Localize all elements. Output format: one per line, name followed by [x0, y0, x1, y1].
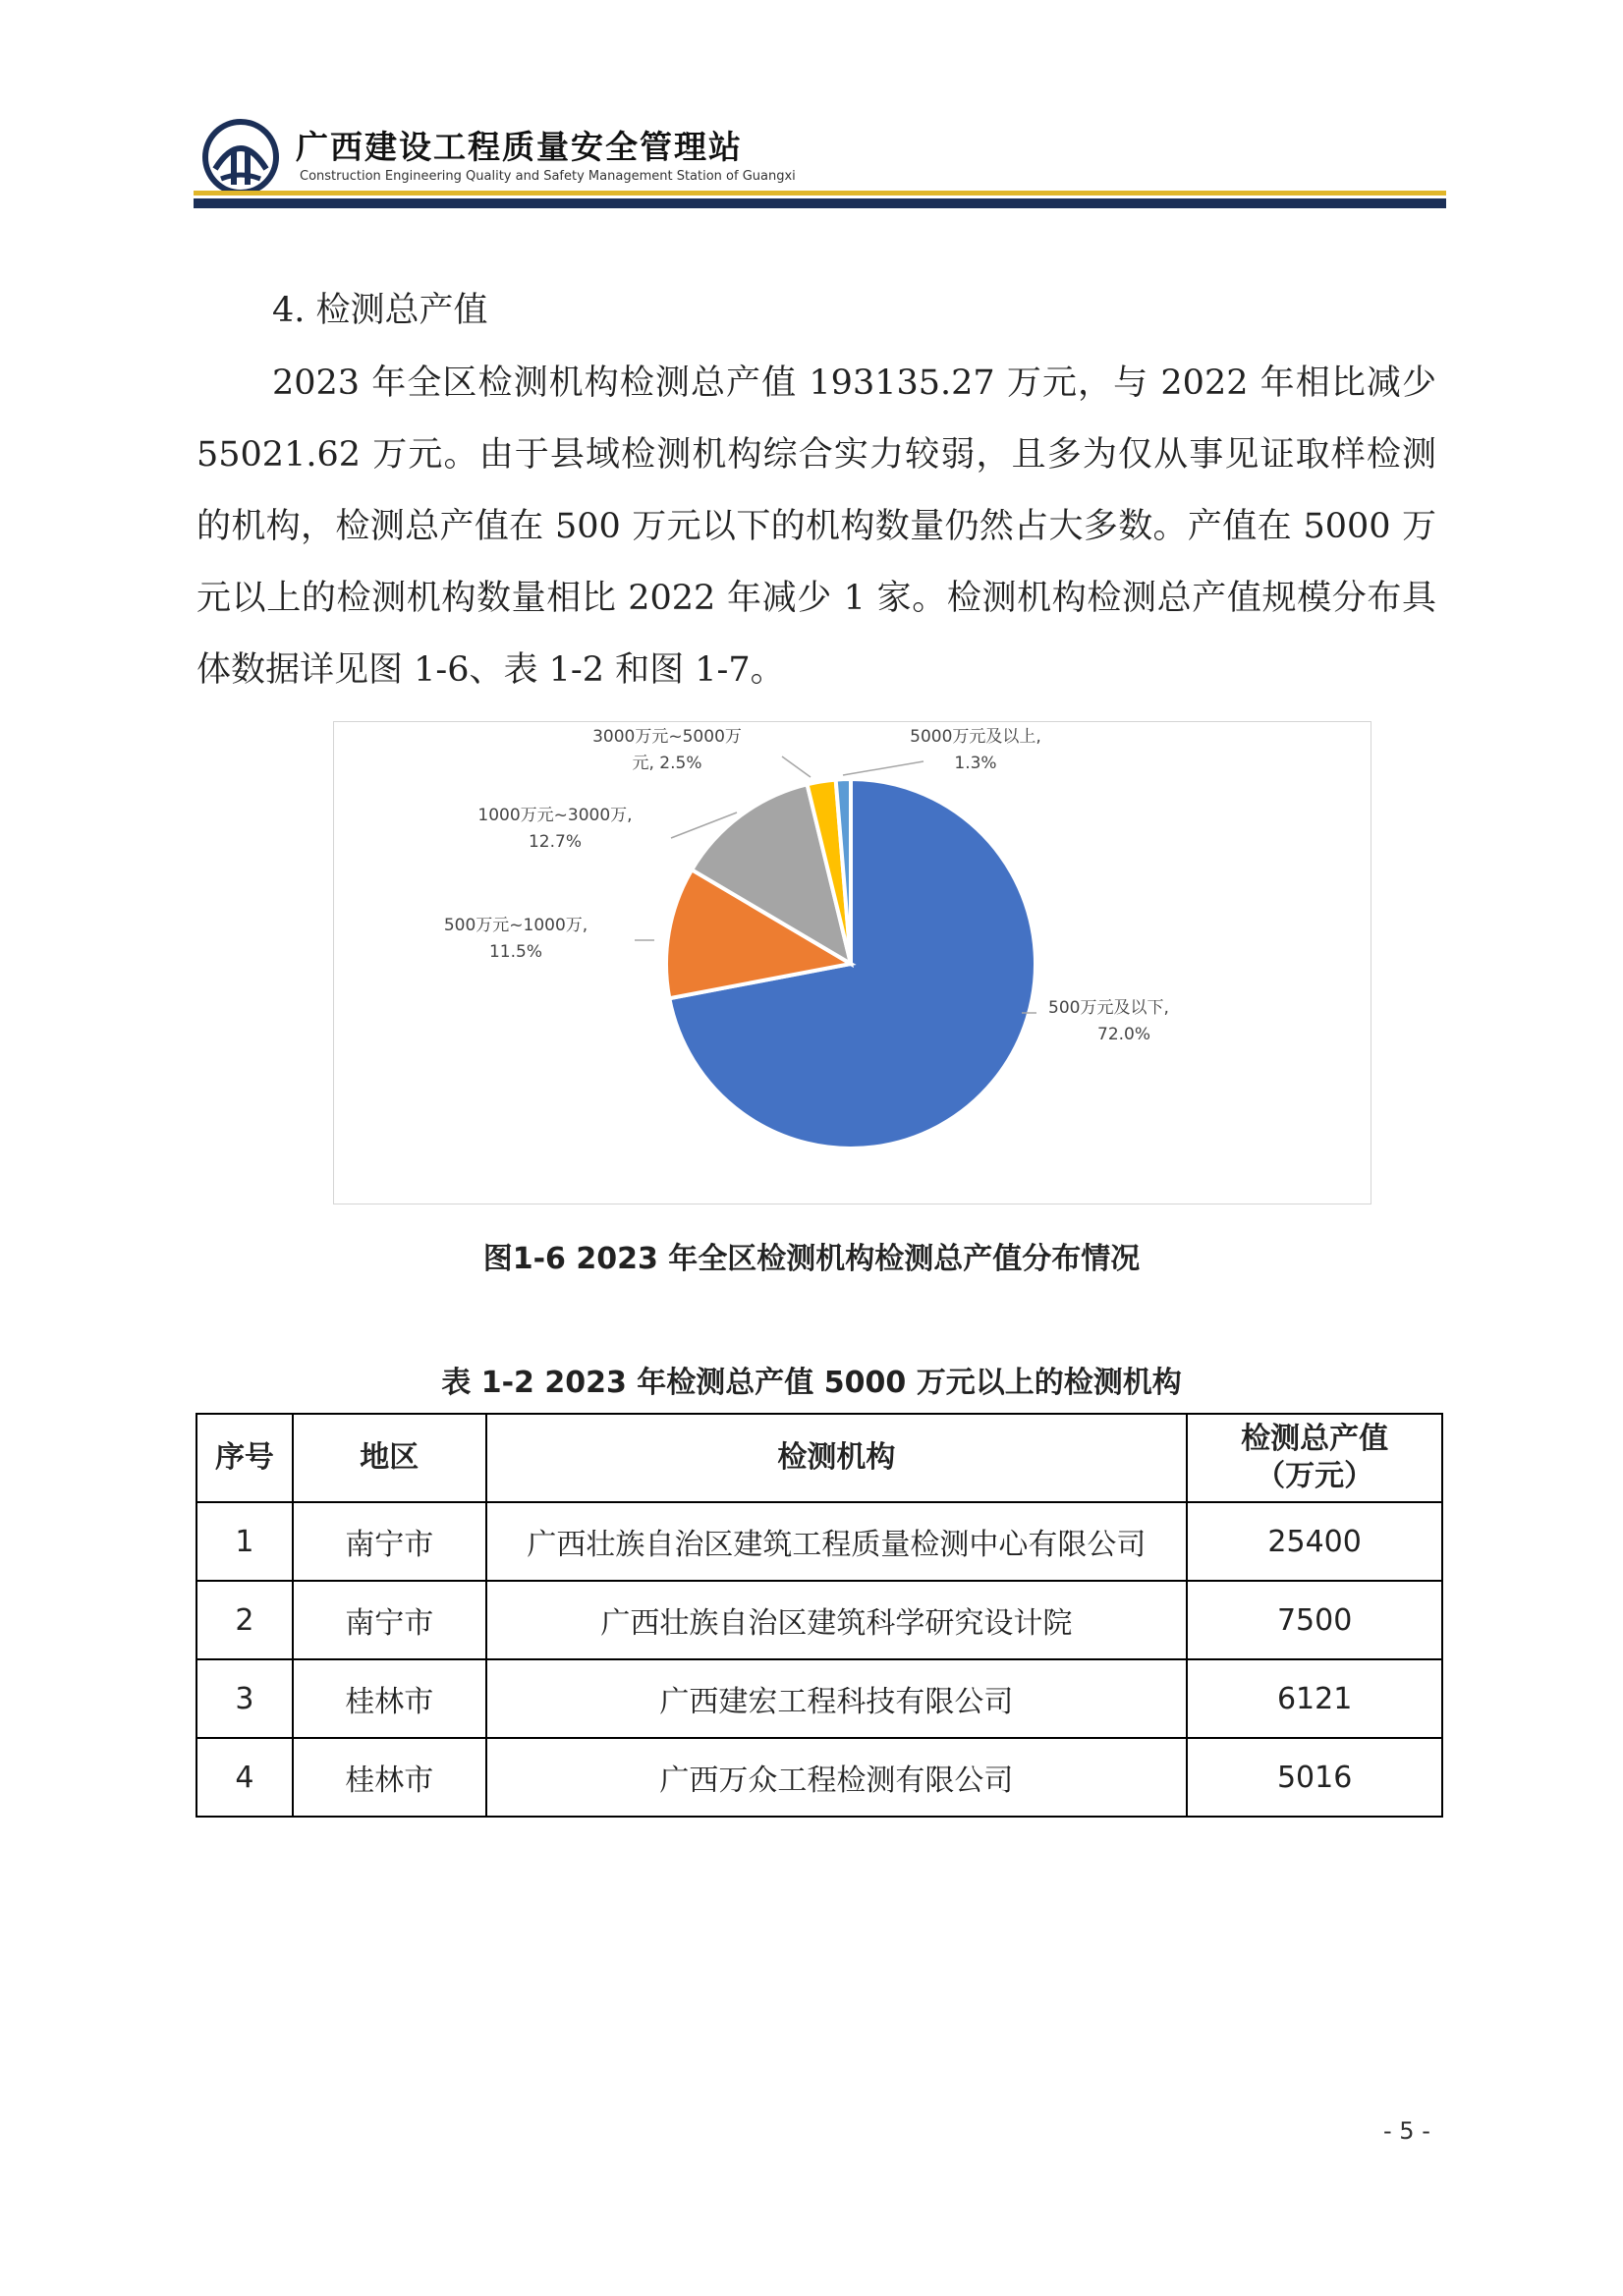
cell-index: 1 — [196, 1502, 293, 1581]
cell-index: 4 — [196, 1738, 293, 1817]
header-rule-navy — [194, 198, 1446, 208]
table-row — [196, 1581, 1442, 1659]
header-rule-gold — [194, 191, 1446, 196]
body-paragraph: 2023 年全区检测机构检测总产值 193135.27 万元，与 2022 年相比减少 55021.62 万元。由于县域检测机构综合实力较弱，且多为仅从事见证取样检测的机构，检测总产值在 500 万元以下的机构数量仍然占大多数。产值在 5000 万元以上的检测机构数量相比 2022 年减少 1 家。检测机构检测总产值规模分布具体数据详见图 1-6、表 1-2 和图 1-7。 — [196, 364, 1436, 690]
cell-region: 南宁市 — [293, 1502, 486, 1581]
cell-index: 3 — [196, 1659, 293, 1738]
header-cell-region: 地区 — [293, 1414, 486, 1502]
table-caption: 表 1-2 2023 年检测总产值 5000 万元以上的检测机构 — [441, 1366, 1182, 1400]
cell-agency: 广西壮族自治区建筑科学研究设计院 — [486, 1581, 1188, 1659]
cell-output: 6121 — [1187, 1659, 1442, 1738]
table-row — [196, 1502, 1442, 1581]
cell-agency: 广西万众工程检测有限公司 — [486, 1738, 1188, 1817]
page-header — [194, 110, 1446, 208]
figure-caption: 图1-6 2023 年全区检测机构检测总产值分布情况 — [482, 1242, 1141, 1276]
table-row — [196, 1738, 1442, 1817]
header-output-label: 检测总产值 — [1241, 1422, 1389, 1456]
cell-region: 南宁市 — [293, 1581, 486, 1659]
table-row — [196, 1659, 1442, 1738]
pie-chart-canvas — [334, 722, 1371, 1204]
header-cell-agency: 检测机构 — [486, 1414, 1188, 1502]
cell-region: 桂林市 — [293, 1738, 486, 1817]
header-cell-index: 序号 — [196, 1414, 293, 1502]
data-table — [196, 1413, 1443, 1818]
data-label: 5000万元及以上, 1.3% — [910, 727, 1041, 773]
cell-region: 桂林市 — [293, 1659, 486, 1738]
cell-output: 7500 — [1187, 1581, 1442, 1659]
station-logo-icon — [201, 118, 280, 196]
cell-output: 25400 — [1187, 1502, 1442, 1581]
header-output-unit: （万元） — [1256, 1459, 1374, 1493]
data-label: 1000万元~3000万, 12.7% — [477, 806, 633, 852]
page-number: - 5 - — [1383, 2117, 1430, 2145]
data-label: 3000万元~5000万元, 2.5% — [592, 727, 742, 773]
cell-agency: 广西建宏工程科技有限公司 — [486, 1659, 1188, 1738]
cell-index: 2 — [196, 1581, 293, 1659]
org-name: 广西建设工程质量安全管理站 — [296, 128, 743, 166]
pie-chart — [333, 721, 1371, 1204]
section-heading: 4. 检测总产值 — [272, 291, 488, 330]
cell-agency: 广西壮族自治区建筑工程质量检测中心有限公司 — [486, 1502, 1188, 1581]
table-header-row — [196, 1414, 1442, 1502]
header-cell-output — [1187, 1414, 1442, 1502]
data-label: 500万元及以下, 72.0% — [1048, 998, 1169, 1044]
data-label: 500万元~1000万, 11.5% — [443, 916, 588, 962]
leader-line — [843, 761, 923, 775]
leader-line — [782, 756, 811, 777]
cell-output: 5016 — [1187, 1738, 1442, 1817]
org-name-english: Construction Engineering Quality and Safety Management Station of Guangxi — [300, 169, 796, 184]
